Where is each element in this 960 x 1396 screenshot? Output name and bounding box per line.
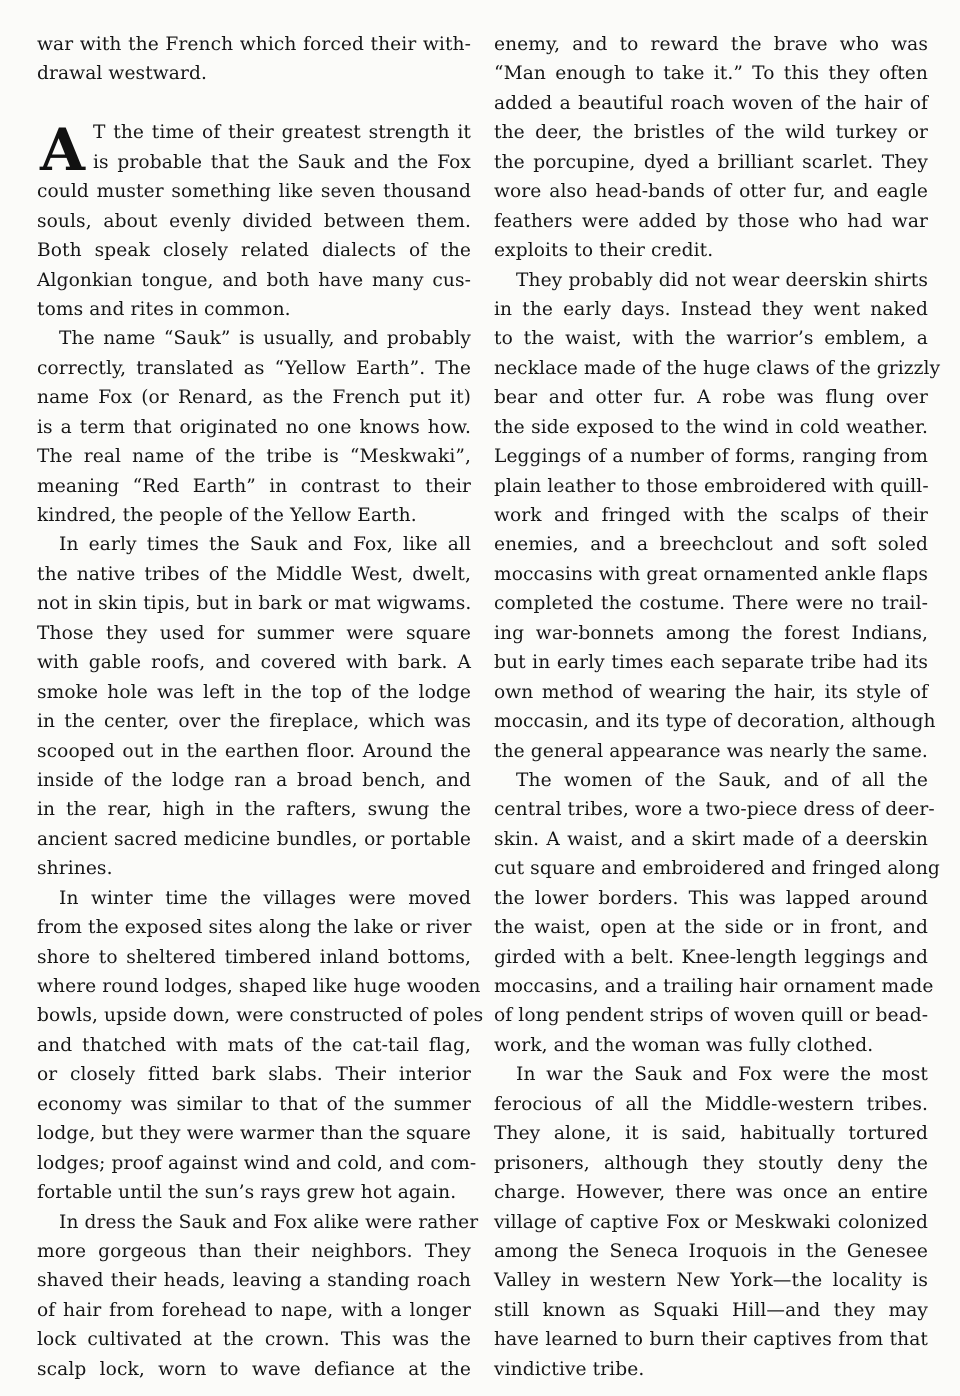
text-line: skin. A waist, and a skirt made of a deerskin — [494, 828, 928, 850]
text-line: lock cultivated at the crown. This was the — [37, 1329, 471, 1351]
text-line: In war the Sauk and Fox were the most — [516, 1064, 928, 1086]
text-line: of hair from forehead to nape, with a longer — [37, 1299, 471, 1321]
text-line: shore to sheltered timbered inland bottoms, — [37, 946, 471, 968]
text-line: prisoners, although they stoutly deny the — [494, 1152, 928, 1174]
text-line: but in early times each separate tribe had its — [494, 652, 928, 674]
text-line: They probably did not wear deerskin shirts — [516, 269, 928, 291]
text-line: Valley in western New York—the locality is — [494, 1270, 928, 1292]
drop-cap: A — [40, 116, 86, 184]
text-line: central tribes, wore a two-piece dress of deer- — [494, 799, 935, 821]
text-line: moccasin, and its type of decoration, although — [494, 711, 936, 733]
text-line: scalp lock, worn to wave defiance at the — [37, 1358, 471, 1380]
text-line: Algonkian tongue, and both have many cus- — [37, 269, 471, 291]
text-line: with gable roofs, and covered with bark. A — [37, 652, 471, 674]
text-line: Leggings of a number of forms, ranging from — [494, 446, 928, 468]
text-line: still known as Squaki Hill—and they may — [494, 1299, 928, 1321]
text-line: ancient sacred medicine bundles, or portable — [37, 828, 471, 850]
text-line: completed the costume. There were no trail- — [494, 593, 928, 615]
paragraph-gap — [37, 89, 471, 118]
text-line: ing war-bonnets among the forest Indians, — [494, 622, 928, 644]
text-line: war with the French which forced their with- — [37, 34, 471, 55]
text-line: drawal westward. — [37, 63, 207, 85]
text-line: lodges; proof against wind and cold, and com- — [37, 1152, 477, 1174]
text-line: added a beautiful roach woven of the hair of — [494, 92, 928, 114]
text-line: The women of the Sauk, and of all the — [516, 769, 928, 791]
text-line: and thatched with mats of the cat-tail flag, — [37, 1034, 471, 1056]
text-line: more gorgeous than their neighbors. They — [37, 1240, 471, 1262]
text-line: in the rear, high in the rafters, swung the — [37, 799, 471, 821]
text-line: necklace made of the huge claws of the grizzly — [494, 357, 941, 379]
text-line: ferocious of all the Middle-western tribes. — [494, 1093, 928, 1115]
text-line: feathers were added by those who had war — [494, 210, 928, 232]
text-line: exploits to their credit. — [494, 240, 714, 262]
text-line: moccasins, and a trailing hair ornament made — [494, 976, 934, 997]
text-line: girded with a belt. Knee-length leggings and — [494, 946, 928, 968]
text-line: T the time of their greatest strength it — [93, 122, 471, 144]
text-line: economy was similar to that of the summer — [37, 1093, 471, 1115]
text-line: have learned to burn their captives from that — [494, 1329, 928, 1351]
text-line: smoke hole was left in the top of the lodge — [37, 681, 471, 703]
text-line: in the early days. Instead they went naked — [494, 298, 928, 320]
text-line: kindred, the people of the Yellow Earth. — [37, 505, 417, 526]
text-line: enemy, and to reward the brave who was — [494, 34, 928, 55]
text-line: the porcupine, dyed a brilliant scarlet. They — [494, 151, 928, 173]
text-line: to the waist, with the warrior’s emblem, a — [494, 328, 928, 350]
text-line: charge. However, there was once an entire — [494, 1182, 928, 1204]
text-line: the general appearance was nearly the same. — [494, 740, 928, 762]
text-line: In dress the Sauk and Fox alike were rather — [59, 1211, 479, 1233]
left-column — [37, 30, 484, 1384]
text-line: plain leather to those embroidered with quill- — [494, 475, 929, 497]
text-line: from the exposed sites along the lake or river — [37, 917, 472, 939]
text-line: the lower borders. This was lapped around — [494, 887, 928, 909]
text-line: village of captive Fox or Meskwaki colonized — [494, 1211, 928, 1233]
right-column — [494, 30, 941, 1384]
text-line: Those they used for summer were square — [37, 622, 471, 644]
text-line: the side exposed to the wind in cold weather. — [494, 416, 928, 438]
text-line: cut square and embroidered and fringed along — [494, 858, 940, 880]
text-line: own method of wearing the hair, its style of — [494, 681, 928, 703]
text-line: moccasins with great ornamented ankle flaps — [494, 563, 929, 585]
text-line: The real name of the tribe is “Meskwaki”, — [37, 446, 471, 468]
text-line: or closely fitted bark slabs. Their interior — [37, 1064, 471, 1086]
text-line: In winter time the villages were moved — [59, 887, 471, 909]
text-line: in the center, over the fireplace, which was — [37, 711, 471, 733]
text-line: is probable that the Sauk and the Fox — [93, 151, 471, 173]
text-line: bear and otter fur. A robe was flung over — [494, 387, 928, 409]
text-line: vindictive tribe. — [494, 1358, 645, 1380]
text-line: meaning “Red Earth” in contrast to their — [37, 475, 471, 497]
text-line: lodge, but they were warmer than the square — [37, 1123, 471, 1145]
text-line: souls, about evenly divided between them. — [37, 210, 471, 232]
text-line: The name “Sauk” is usually, and probably — [59, 328, 471, 350]
text-line: Both speak closely related dialects of the — [37, 240, 471, 262]
text-line: of long pendent strips of woven quill or bead- — [494, 1005, 929, 1027]
text-line: the deer, the bristles of the wild turkey or — [494, 122, 928, 144]
text-line: where round lodges, shaped like huge wooden — [37, 976, 481, 997]
text-line: In early times the Sauk and Fox, like all — [59, 534, 471, 556]
text-line: the native tribes of the Middle West, dwelt, — [37, 563, 471, 585]
text-line: enemies, and a breechclout and soft soled — [494, 534, 928, 556]
text-line: “Man enough to take it.” To this they often — [494, 63, 928, 85]
text-line: correctly, translated as “Yellow Earth”. The — [37, 357, 471, 379]
text-line: not in skin tipis, but in bark or mat wigwams. — [37, 593, 472, 615]
text-line: inside of the lodge ran a broad bench, and — [37, 769, 471, 791]
text-line: fortable until the sun’s rays grew hot again. — [37, 1182, 457, 1204]
text-line: scooped out in the earthen floor. Around the — [37, 740, 471, 762]
text-line: wore also head-bands of otter fur, and eagle — [494, 181, 928, 203]
text-line: work, and the woman was fully clothed. — [494, 1034, 874, 1056]
text-line: bowls, upside down, were constructed of poles — [37, 1005, 484, 1027]
text-line: shrines. — [37, 858, 113, 880]
text-line: They alone, it is said, habitually tortured — [494, 1123, 928, 1145]
text-line: among the Seneca Iroquois in the Genesee — [494, 1240, 928, 1262]
text-line: work and fringed with the scalps of their — [494, 505, 928, 526]
text-line: is a term that originated no one knows how. — [37, 416, 471, 438]
text-line: could muster something like seven thousand — [37, 181, 471, 203]
text-line: shaved their heads, leaving a standing roach — [37, 1270, 471, 1292]
text-line: the waist, open at the side or in front, and — [494, 917, 928, 939]
text-line: toms and rites in common. — [37, 298, 291, 320]
text-line: name Fox (or Renard, as the French put it) — [37, 387, 471, 409]
